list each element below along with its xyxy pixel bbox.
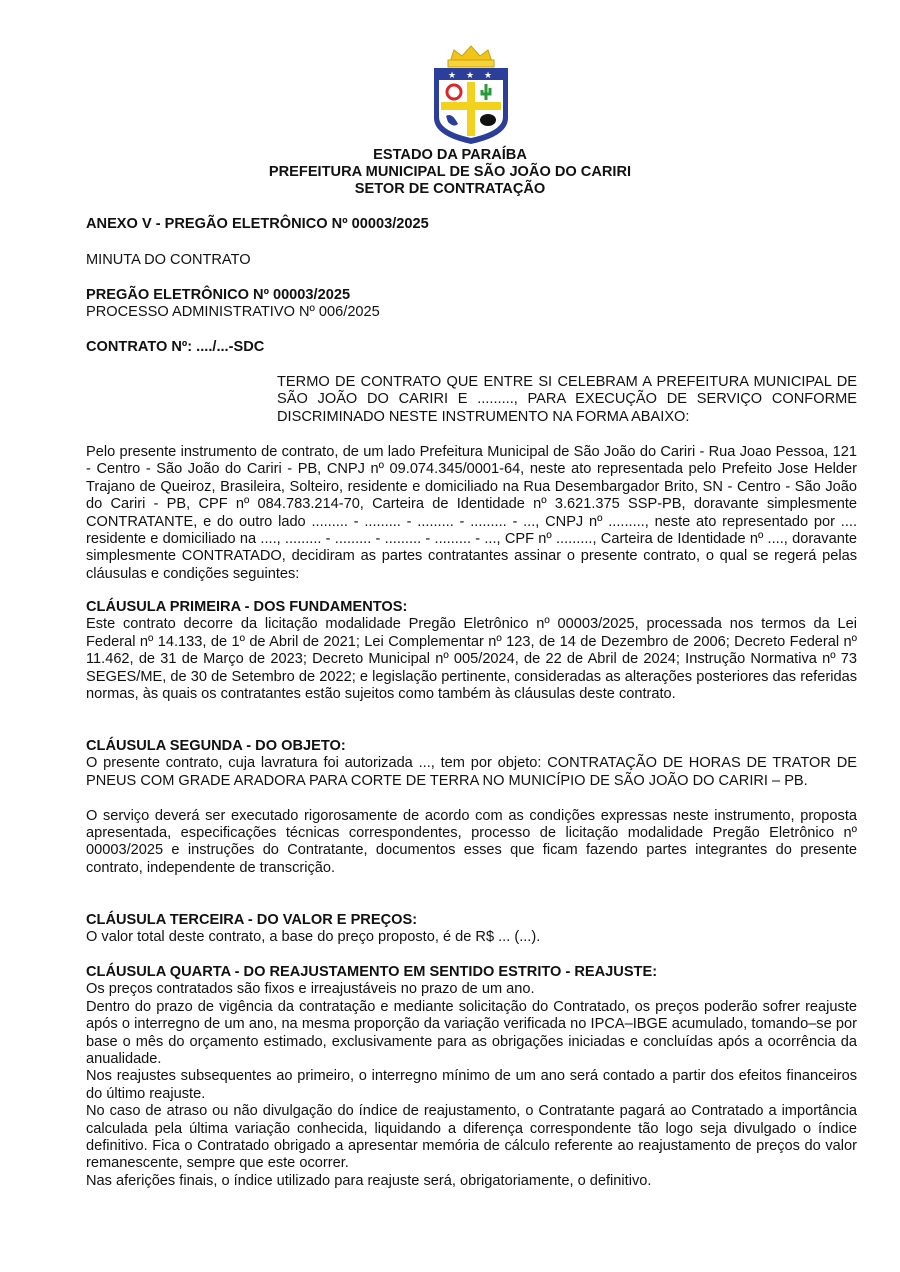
contract-number: CONTRATO Nº: ..../...-SDC	[86, 339, 265, 355]
annex-title: ANEXO V - PREGÃO ELETRÔNICO Nº 00003/2025	[86, 216, 429, 232]
clause-4-p1: Os preços contratados são fixos e irreajustáveis no prazo de um ano.	[86, 981, 535, 998]
clause-2-title: CLÁUSULA SEGUNDA - DO OBJETO:	[86, 738, 346, 754]
clause-1	[86, 599, 857, 703]
preamble-paragraph: Pelo presente instrumento de contrato, de um lado Prefeitura Municipal de São João do Cariri - Rua Joao Pessoa, 121 - Centro - São João do Cariri - PB, CNPJ nº 09.074.345/0001-64, neste ato representada pelo Prefeito Jose Helder Trajano de Queiroz, Brasileira, Solteiro, residente e domiciliado na Rua Desembargador Brito, SN - Centro - São João do Cariri - PB, CPF nº 084.783.214-70, Carteira de Identidade nº 3.621.375 SSP-PB, doravante simplesmente CONTRATANTE, e do outro lado ......... - ......... - ......... - ......... - ..., CNPJ nº ........., neste ato representado por .... residente e domiciliado na ...., ......... - ......... - ......... - ......... - ..., CPF nº ........., Carteira de Identidade nº ...., doravante simplesmente CONTRATADO, decidiram as partes contratantes assinar o presente contrato, o qual se regerá pelas cláusulas e condições seguintes:	[86, 444, 857, 582]
contract-term-summary: TERMO DE CONTRATO QUE ENTRE SI CELEBRAM A PREFEITURA MUNICIPAL DE SÃO JOÃO DO CARIRI E ........., PARA EXECUÇÃO DE SERVIÇO CONFORME DISCRIMINADO NESTE INSTRUMENTO NA FORMA ABAIXO:	[277, 374, 857, 425]
process-number: PROCESSO ADMINISTRATIVO Nº 006/2025	[86, 304, 380, 320]
clause-3-title: CLÁUSULA TERCEIRA - DO VALOR E PREÇOS:	[86, 912, 418, 928]
document-header	[0, 147, 900, 198]
municipal-crest-icon	[430, 44, 512, 146]
clause-2	[86, 738, 857, 877]
header-sector: SETOR DE CONTRATAÇÃO	[354, 181, 546, 197]
clause-1-title: CLÁUSULA PRIMEIRA - DOS FUNDAMENTOS:	[86, 599, 408, 615]
clause-4-p5: Nas aferições finais, o índice utilizado para reajuste será, obrigatoriamente, o definitivo.	[86, 1172, 652, 1189]
header-state: ESTADO DA PARAÍBA	[373, 147, 527, 163]
clause-4-p4: No caso de atraso ou não divulgação do índice de reajustamento, o Contratante pagará ao Contratado a importância calculada pela última variação conhecida, liquidando a diferença correspondente tão logo seja divulgado o índice definitivo. Fica o Contratado obrigado a apresentar memória de cálculo referente ao reajustamento de preços do valor remanescente, sempre que este ocorrer.	[86, 1103, 857, 1172]
clause-4-p3: Nos reajustes subsequentes ao primeiro, o interregno mínimo de um ano será contado a partir dos efeitos financeiros do último reajuste.	[86, 1068, 857, 1102]
clause-2-text-1: O presente contrato, cuja lavratura foi autorizada ..., tem por objeto: CONTRATAÇÃO DE HORAS DE TRATOR DE PNEUS COM GRADE ARADORA PARA CORTE DE TERRA NO MUNICÍPIO DE SÃO JOÃO DO CARIRI – PB.	[86, 755, 857, 789]
header-prefecture: PREFEITURA MUNICIPAL DE SÃO JOÃO DO CARIRI	[268, 164, 632, 180]
minuta-title: MINUTA DO CONTRATO	[86, 252, 251, 268]
clause-2-text-2: O serviço deverá ser executado rigorosamente de acordo com as condições expressas neste instrumento, proposta apresentada, especificações técnicas correspondentes, processo de licitação modalidade Pregão Eletrônico nº 00003/2025 e instruções do Contratante, documentos esses que ficam fazendo partes integrantes do presente contrato, independente de transcrição.	[86, 807, 857, 876]
pregao-number: PREGÃO ELETRÔNICO Nº 00003/2025	[86, 287, 351, 303]
svg-text:★: ★	[484, 71, 493, 81]
svg-text:★: ★	[466, 71, 475, 81]
clause-4-p2: Dentro do prazo de vigência da contratação e mediante solicitação do Contratado, os preços poderão sofrer reajuste após o interregno de um ano, na mesma proporção da variação verificada no IPCA–IBGE acumulado, tomando–se por base o mês do orçamento estimado, exclusivamente para as obrigações iniciadas e concluídas após a ocorrência da anualidade.	[86, 998, 857, 1068]
svg-text:★: ★	[448, 71, 457, 81]
clause-3-text: O valor total deste contrato, a base do preço proposto, é de R$ ... (...).	[86, 929, 541, 946]
clause-3	[86, 912, 857, 947]
clause-4	[86, 964, 857, 1190]
clause-1-text: Este contrato decorre da licitação modalidade Pregão Eletrônico nº 00003/2025, processada nos termos da Lei Federal nº 14.133, de 1º de Abril de 2021; Lei Complementar nº 123, de 14 de Dezembro de 2006; Decreto Federal nº 11.462, de 31 de Março de 2023; Decreto Municipal nº 005/2024, de 22 de Abril de 2024; Instrução Normativa nº 73 SEGES/ME, de 30 de Setembro de 2022; e legislação pertinente, consideradas as alterações posteriores das referidas normas, às quais os contratantes estão sujeitos como também às cláusulas deste contrato.	[86, 616, 857, 703]
clause-4-title: CLÁUSULA QUARTA - DO REAJUSTAMENTO EM SENTIDO ESTRITO - REAJUSTE:	[86, 964, 658, 980]
